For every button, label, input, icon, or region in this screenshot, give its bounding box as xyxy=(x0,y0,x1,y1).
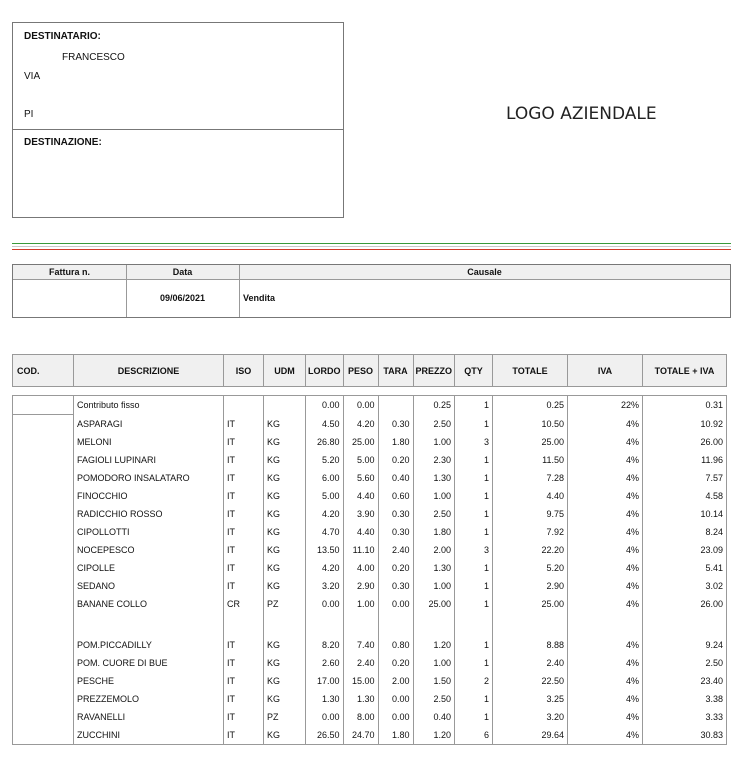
cell-qty: 1 xyxy=(455,487,493,505)
cell-totale: 4.40 xyxy=(493,487,568,505)
cell-iso: IT xyxy=(224,505,264,523)
cell-desc: ASPARAGI xyxy=(74,415,224,434)
table-row xyxy=(13,708,727,726)
header-date: Data xyxy=(126,265,239,280)
cell-peso: 1.00 xyxy=(343,595,378,636)
cell-qty: 1 xyxy=(455,708,493,726)
table-row xyxy=(13,654,727,672)
cell-iso: IT xyxy=(224,690,264,708)
cell-iva: 4% xyxy=(568,541,643,559)
cell-totale: 29.64 xyxy=(493,726,568,745)
cell-prezzo: 1.50 xyxy=(413,672,455,690)
cell-tara: 0.30 xyxy=(378,523,413,541)
cell-lordo: 0.00 xyxy=(306,708,344,726)
cell-totale: 0.25 xyxy=(493,396,568,415)
cell-iva: 4% xyxy=(568,577,643,595)
cell-desc: POMODORO INSALATARO xyxy=(74,469,224,487)
cell-totale: 22.50 xyxy=(493,672,568,690)
cell-iso: IT xyxy=(224,523,264,541)
col-peso-header: PESO xyxy=(343,355,378,387)
cell-udm: PZ xyxy=(264,708,306,726)
cell-prezzo: 1.30 xyxy=(413,559,455,577)
header-invoice-number: Fattura n. xyxy=(13,265,126,280)
table-row xyxy=(13,577,727,595)
cell-qty: 1 xyxy=(455,654,493,672)
col-descrizione-header: DESCRIZIONE xyxy=(74,355,224,387)
cell-cod xyxy=(13,559,74,577)
cell-qty: 1 xyxy=(455,396,493,415)
table-row xyxy=(13,636,727,654)
cell-iso: IT xyxy=(224,415,264,434)
cell-peso: 4.00 xyxy=(343,559,378,577)
cell-totiva: 30.83 xyxy=(643,726,727,745)
cell-totiva: 3.02 xyxy=(643,577,727,595)
cell-lordo: 5.20 xyxy=(306,451,344,469)
cell-peso: 8.00 xyxy=(343,708,378,726)
cell-desc: CIPOLLE xyxy=(74,559,224,577)
cell-cod xyxy=(13,577,74,595)
cell-iso: CR xyxy=(224,595,264,636)
cell-udm: KG xyxy=(264,577,306,595)
table-row xyxy=(13,469,727,487)
cell-totiva: 3.33 xyxy=(643,708,727,726)
cell-udm: KG xyxy=(264,654,306,672)
cell-totiva: 3.38 xyxy=(643,690,727,708)
cell-cod xyxy=(13,487,74,505)
cell-lordo: 17.00 xyxy=(306,672,344,690)
cell-iva: 4% xyxy=(568,672,643,690)
cell-lordo: 6.00 xyxy=(306,469,344,487)
cell-iso: IT xyxy=(224,654,264,672)
cell-totiva: 5.41 xyxy=(643,559,727,577)
cell-totiva: 7.57 xyxy=(643,469,727,487)
col-prezzo-header: PREZZO xyxy=(413,355,455,387)
cell-iva: 4% xyxy=(568,505,643,523)
cell-udm: KG xyxy=(264,690,306,708)
cell-totiva: 26.00 xyxy=(643,595,727,636)
cell-prezzo: 2.50 xyxy=(413,505,455,523)
table-header-row xyxy=(13,355,727,387)
table-row xyxy=(13,523,727,541)
cell-qty: 1 xyxy=(455,690,493,708)
cell-qty: 1 xyxy=(455,415,493,434)
cell-prezzo: 1.00 xyxy=(413,654,455,672)
cell-cod xyxy=(13,595,74,636)
cell-peso: 4.40 xyxy=(343,523,378,541)
cell-cod xyxy=(13,451,74,469)
cell-desc: RAVANELLI xyxy=(74,708,224,726)
cell-iva: 4% xyxy=(568,469,643,487)
col-tara-header: TARA xyxy=(378,355,413,387)
cell-cod xyxy=(13,396,74,415)
cell-desc: RADICCHIO ROSSO xyxy=(74,505,224,523)
cell-cod xyxy=(13,505,74,523)
cell-tara: 0.20 xyxy=(378,451,413,469)
cell-desc: FAGIOLI LUPINARI xyxy=(74,451,224,469)
cell-qty: 6 xyxy=(455,726,493,745)
cell-prezzo: 0.25 xyxy=(413,396,455,415)
cell-desc: PREZZEMOLO xyxy=(74,690,224,708)
cell-prezzo: 1.30 xyxy=(413,469,455,487)
cell-lordo: 1.30 xyxy=(306,690,344,708)
cell-tara: 0.20 xyxy=(378,559,413,577)
company-logo-placeholder: LOGO AZIENDALE xyxy=(506,104,657,124)
cell-desc: Contributo fisso xyxy=(74,396,224,415)
cell-peso: 25.00 xyxy=(343,433,378,451)
cell-cod xyxy=(13,726,74,745)
cell-qty: 1 xyxy=(455,469,493,487)
cell-totale: 10.50 xyxy=(493,415,568,434)
table-row xyxy=(13,595,727,636)
cell-prezzo: 2.00 xyxy=(413,541,455,559)
cell-lordo: 2.60 xyxy=(306,654,344,672)
cell-lordo: 3.20 xyxy=(306,577,344,595)
cell-lordo: 5.00 xyxy=(306,487,344,505)
cell-prezzo: 1.00 xyxy=(413,577,455,595)
cell-udm: PZ xyxy=(264,595,306,636)
cell-totiva: 2.50 xyxy=(643,654,727,672)
cell-prezzo: 0.40 xyxy=(413,708,455,726)
cell-iva: 4% xyxy=(568,595,643,636)
cell-peso: 11.10 xyxy=(343,541,378,559)
cell-totale: 7.28 xyxy=(493,469,568,487)
cell-udm: KG xyxy=(264,505,306,523)
cell-peso: 2.90 xyxy=(343,577,378,595)
cell-desc: POM. CUORE DI BUE xyxy=(74,654,224,672)
cell-totale: 2.90 xyxy=(493,577,568,595)
cell-totiva: 10.14 xyxy=(643,505,727,523)
cell-prezzo: 1.20 xyxy=(413,636,455,654)
cell-qty: 1 xyxy=(455,595,493,636)
cell-iva: 4% xyxy=(568,708,643,726)
cell-totale: 9.75 xyxy=(493,505,568,523)
recipient-box xyxy=(12,22,344,218)
cell-totiva: 10.92 xyxy=(643,415,727,434)
cell-lordo: 0.00 xyxy=(306,595,344,636)
cell-cod xyxy=(13,523,74,541)
cell-desc: BANANE COLLO xyxy=(74,595,224,636)
cell-iso: IT xyxy=(224,636,264,654)
cell-iso: IT xyxy=(224,487,264,505)
cell-iso: IT xyxy=(224,726,264,745)
cell-tara: 2.40 xyxy=(378,541,413,559)
cell-iva: 4% xyxy=(568,690,643,708)
cell-lordo: 4.20 xyxy=(306,505,344,523)
cell-totale: 3.25 xyxy=(493,690,568,708)
cell-cod xyxy=(13,654,74,672)
cell-iso: IT xyxy=(224,672,264,690)
cell-cod xyxy=(13,469,74,487)
cell-lordo: 26.50 xyxy=(306,726,344,745)
cell-tara: 0.00 xyxy=(378,708,413,726)
cell-udm: KG xyxy=(264,636,306,654)
cell-cod xyxy=(13,636,74,654)
stripe-green xyxy=(12,243,731,244)
cell-iva: 4% xyxy=(568,654,643,672)
table-row xyxy=(13,433,727,451)
col-udm-header: UDM xyxy=(264,355,306,387)
cell-peso: 5.60 xyxy=(343,469,378,487)
cell-peso: 4.40 xyxy=(343,487,378,505)
cell-iva: 4% xyxy=(568,433,643,451)
cell-tara: 0.30 xyxy=(378,415,413,434)
cell-tara: 0.00 xyxy=(378,690,413,708)
cell-qty: 2 xyxy=(455,672,493,690)
col-lordo-header: LORDO xyxy=(306,355,344,387)
cell-lordo: 0.00 xyxy=(306,396,344,415)
table-row xyxy=(13,726,727,745)
cell-cod xyxy=(13,415,74,434)
cell-iso: IT xyxy=(224,559,264,577)
cell-totale: 25.00 xyxy=(493,595,568,636)
cell-iva: 4% xyxy=(568,451,643,469)
cell-qty: 1 xyxy=(455,451,493,469)
cell-peso: 7.40 xyxy=(343,636,378,654)
cell-iso: IT xyxy=(224,451,264,469)
cell-iva: 4% xyxy=(568,415,643,434)
cell-udm: KG xyxy=(264,469,306,487)
invoice-info-table xyxy=(12,264,731,318)
cell-lordo: 4.50 xyxy=(306,415,344,434)
cell-iso: IT xyxy=(224,577,264,595)
cell-prezzo: 25.00 xyxy=(413,595,455,636)
cell-cod xyxy=(13,672,74,690)
cell-totiva: 0.31 xyxy=(643,396,727,415)
cell-desc: POM.PICCADILLY xyxy=(74,636,224,654)
cell-udm xyxy=(264,396,306,415)
cell-totiva: 9.24 xyxy=(643,636,727,654)
stripe-white xyxy=(12,246,731,247)
cell-tara: 1.80 xyxy=(378,726,413,745)
cell-lordo: 26.80 xyxy=(306,433,344,451)
cell-iso xyxy=(224,396,264,415)
spacer-row xyxy=(13,387,727,396)
cell-totiva: 23.09 xyxy=(643,541,727,559)
cell-qty: 1 xyxy=(455,523,493,541)
cell-totale: 5.20 xyxy=(493,559,568,577)
cell-totale: 22.20 xyxy=(493,541,568,559)
cell-lordo: 8.20 xyxy=(306,636,344,654)
cell-udm: KG xyxy=(264,487,306,505)
col-qty-header: QTY xyxy=(455,355,493,387)
cell-prezzo: 1.80 xyxy=(413,523,455,541)
cell-cod xyxy=(13,690,74,708)
cell-totale: 2.40 xyxy=(493,654,568,672)
cell-prezzo: 1.00 xyxy=(413,433,455,451)
cell-lordo: 4.70 xyxy=(306,523,344,541)
recipient-name: FRANCESCO xyxy=(62,52,125,63)
cell-cod xyxy=(13,433,74,451)
cell-tara: 1.80 xyxy=(378,433,413,451)
cell-peso: 3.90 xyxy=(343,505,378,523)
table-row xyxy=(13,451,727,469)
cell-qty: 3 xyxy=(455,541,493,559)
cell-peso: 0.00 xyxy=(343,396,378,415)
table-row xyxy=(13,559,727,577)
destination-label: DESTINAZIONE: xyxy=(24,137,102,148)
col-iva-header: IVA xyxy=(568,355,643,387)
cell-udm: KG xyxy=(264,559,306,577)
cell-prezzo: 1.20 xyxy=(413,726,455,745)
cell-iso: IT xyxy=(224,469,264,487)
cell-tara: 0.80 xyxy=(378,636,413,654)
cell-desc: FINOCCHIO xyxy=(74,487,224,505)
cell-udm: KG xyxy=(264,726,306,745)
recipient-divider xyxy=(13,129,343,130)
cell-tara: 2.00 xyxy=(378,672,413,690)
cell-iva: 4% xyxy=(568,487,643,505)
cell-iso: IT xyxy=(224,708,264,726)
recipient-street: VIA xyxy=(24,71,41,82)
cell-tara: 0.30 xyxy=(378,577,413,595)
cell-qty: 3 xyxy=(455,433,493,451)
cell-totiva: 11.96 xyxy=(643,451,727,469)
table-row xyxy=(13,415,727,434)
date-value: 09/06/2021 xyxy=(159,293,206,303)
cell-prezzo: 1.00 xyxy=(413,487,455,505)
cell-udm: KG xyxy=(264,672,306,690)
cell-tara: 0.40 xyxy=(378,469,413,487)
cell-udm: KG xyxy=(264,451,306,469)
cell-udm: KG xyxy=(264,433,306,451)
table-row xyxy=(13,672,727,690)
header-reason: Causale xyxy=(239,265,730,280)
table-row xyxy=(13,505,727,523)
cell-desc: MELONI xyxy=(74,433,224,451)
table-row xyxy=(13,487,727,505)
cell-totale: 25.00 xyxy=(493,433,568,451)
cell-totiva: 26.00 xyxy=(643,433,727,451)
stripe-red xyxy=(12,249,731,250)
cell-peso: 1.30 xyxy=(343,690,378,708)
cell-lordo: 13.50 xyxy=(306,541,344,559)
cell-peso: 5.00 xyxy=(343,451,378,469)
cell-desc: CIPOLLOTTI xyxy=(74,523,224,541)
cell-peso: 15.00 xyxy=(343,672,378,690)
table-row xyxy=(13,396,727,415)
cell-tara: 0.60 xyxy=(378,487,413,505)
cell-iva: 4% xyxy=(568,523,643,541)
cell-udm: KG xyxy=(264,415,306,434)
cell-peso: 4.20 xyxy=(343,415,378,434)
recipient-city: PI xyxy=(24,109,34,120)
table-row xyxy=(13,690,727,708)
col-totale-iva-header: TOTALE + IVA xyxy=(643,355,727,387)
col-iso-header: ISO xyxy=(224,355,264,387)
cell-lordo: 4.20 xyxy=(306,559,344,577)
cell-tara xyxy=(378,396,413,415)
cell-iso: IT xyxy=(224,541,264,559)
cell-desc: PESCHE xyxy=(74,672,224,690)
cell-totale: 11.50 xyxy=(493,451,568,469)
cell-prezzo: 2.30 xyxy=(413,451,455,469)
cell-udm: KG xyxy=(264,523,306,541)
cell-totale: 8.88 xyxy=(493,636,568,654)
cell-desc: ZUCCHINI xyxy=(74,726,224,745)
cell-totiva: 4.58 xyxy=(643,487,727,505)
cell-qty: 1 xyxy=(455,559,493,577)
cell-iva: 4% xyxy=(568,636,643,654)
col-cod-header: COD. xyxy=(13,355,74,387)
cell-desc: NOCEPESCO xyxy=(74,541,224,559)
items-table xyxy=(12,354,727,745)
cell-totale: 7.92 xyxy=(493,523,568,541)
cell-qty: 1 xyxy=(455,577,493,595)
table-row xyxy=(13,541,727,559)
cell-peso: 2.40 xyxy=(343,654,378,672)
cell-prezzo: 2.50 xyxy=(413,690,455,708)
cell-totiva: 8.24 xyxy=(643,523,727,541)
cell-prezzo: 2.50 xyxy=(413,415,455,434)
col-totale-header: TOTALE xyxy=(493,355,568,387)
cell-tara: 0.20 xyxy=(378,654,413,672)
reason-value: Vendita xyxy=(243,293,276,303)
cell-peso: 24.70 xyxy=(343,726,378,745)
cell-iva: 4% xyxy=(568,726,643,745)
cell-desc: SEDANO xyxy=(74,577,224,595)
cell-udm: KG xyxy=(264,541,306,559)
cell-tara: 0.30 xyxy=(378,505,413,523)
cell-totale: 3.20 xyxy=(493,708,568,726)
cell-tara: 0.00 xyxy=(378,595,413,636)
cell-iva: 4% xyxy=(568,559,643,577)
recipient-label: DESTINATARIO: xyxy=(24,31,101,42)
cell-qty: 1 xyxy=(455,636,493,654)
cell-cod xyxy=(13,708,74,726)
cell-totiva: 23.40 xyxy=(643,672,727,690)
cell-cod xyxy=(13,541,74,559)
cell-iva: 22% xyxy=(568,396,643,415)
cell-qty: 1 xyxy=(455,505,493,523)
cell-iso: IT xyxy=(224,433,264,451)
